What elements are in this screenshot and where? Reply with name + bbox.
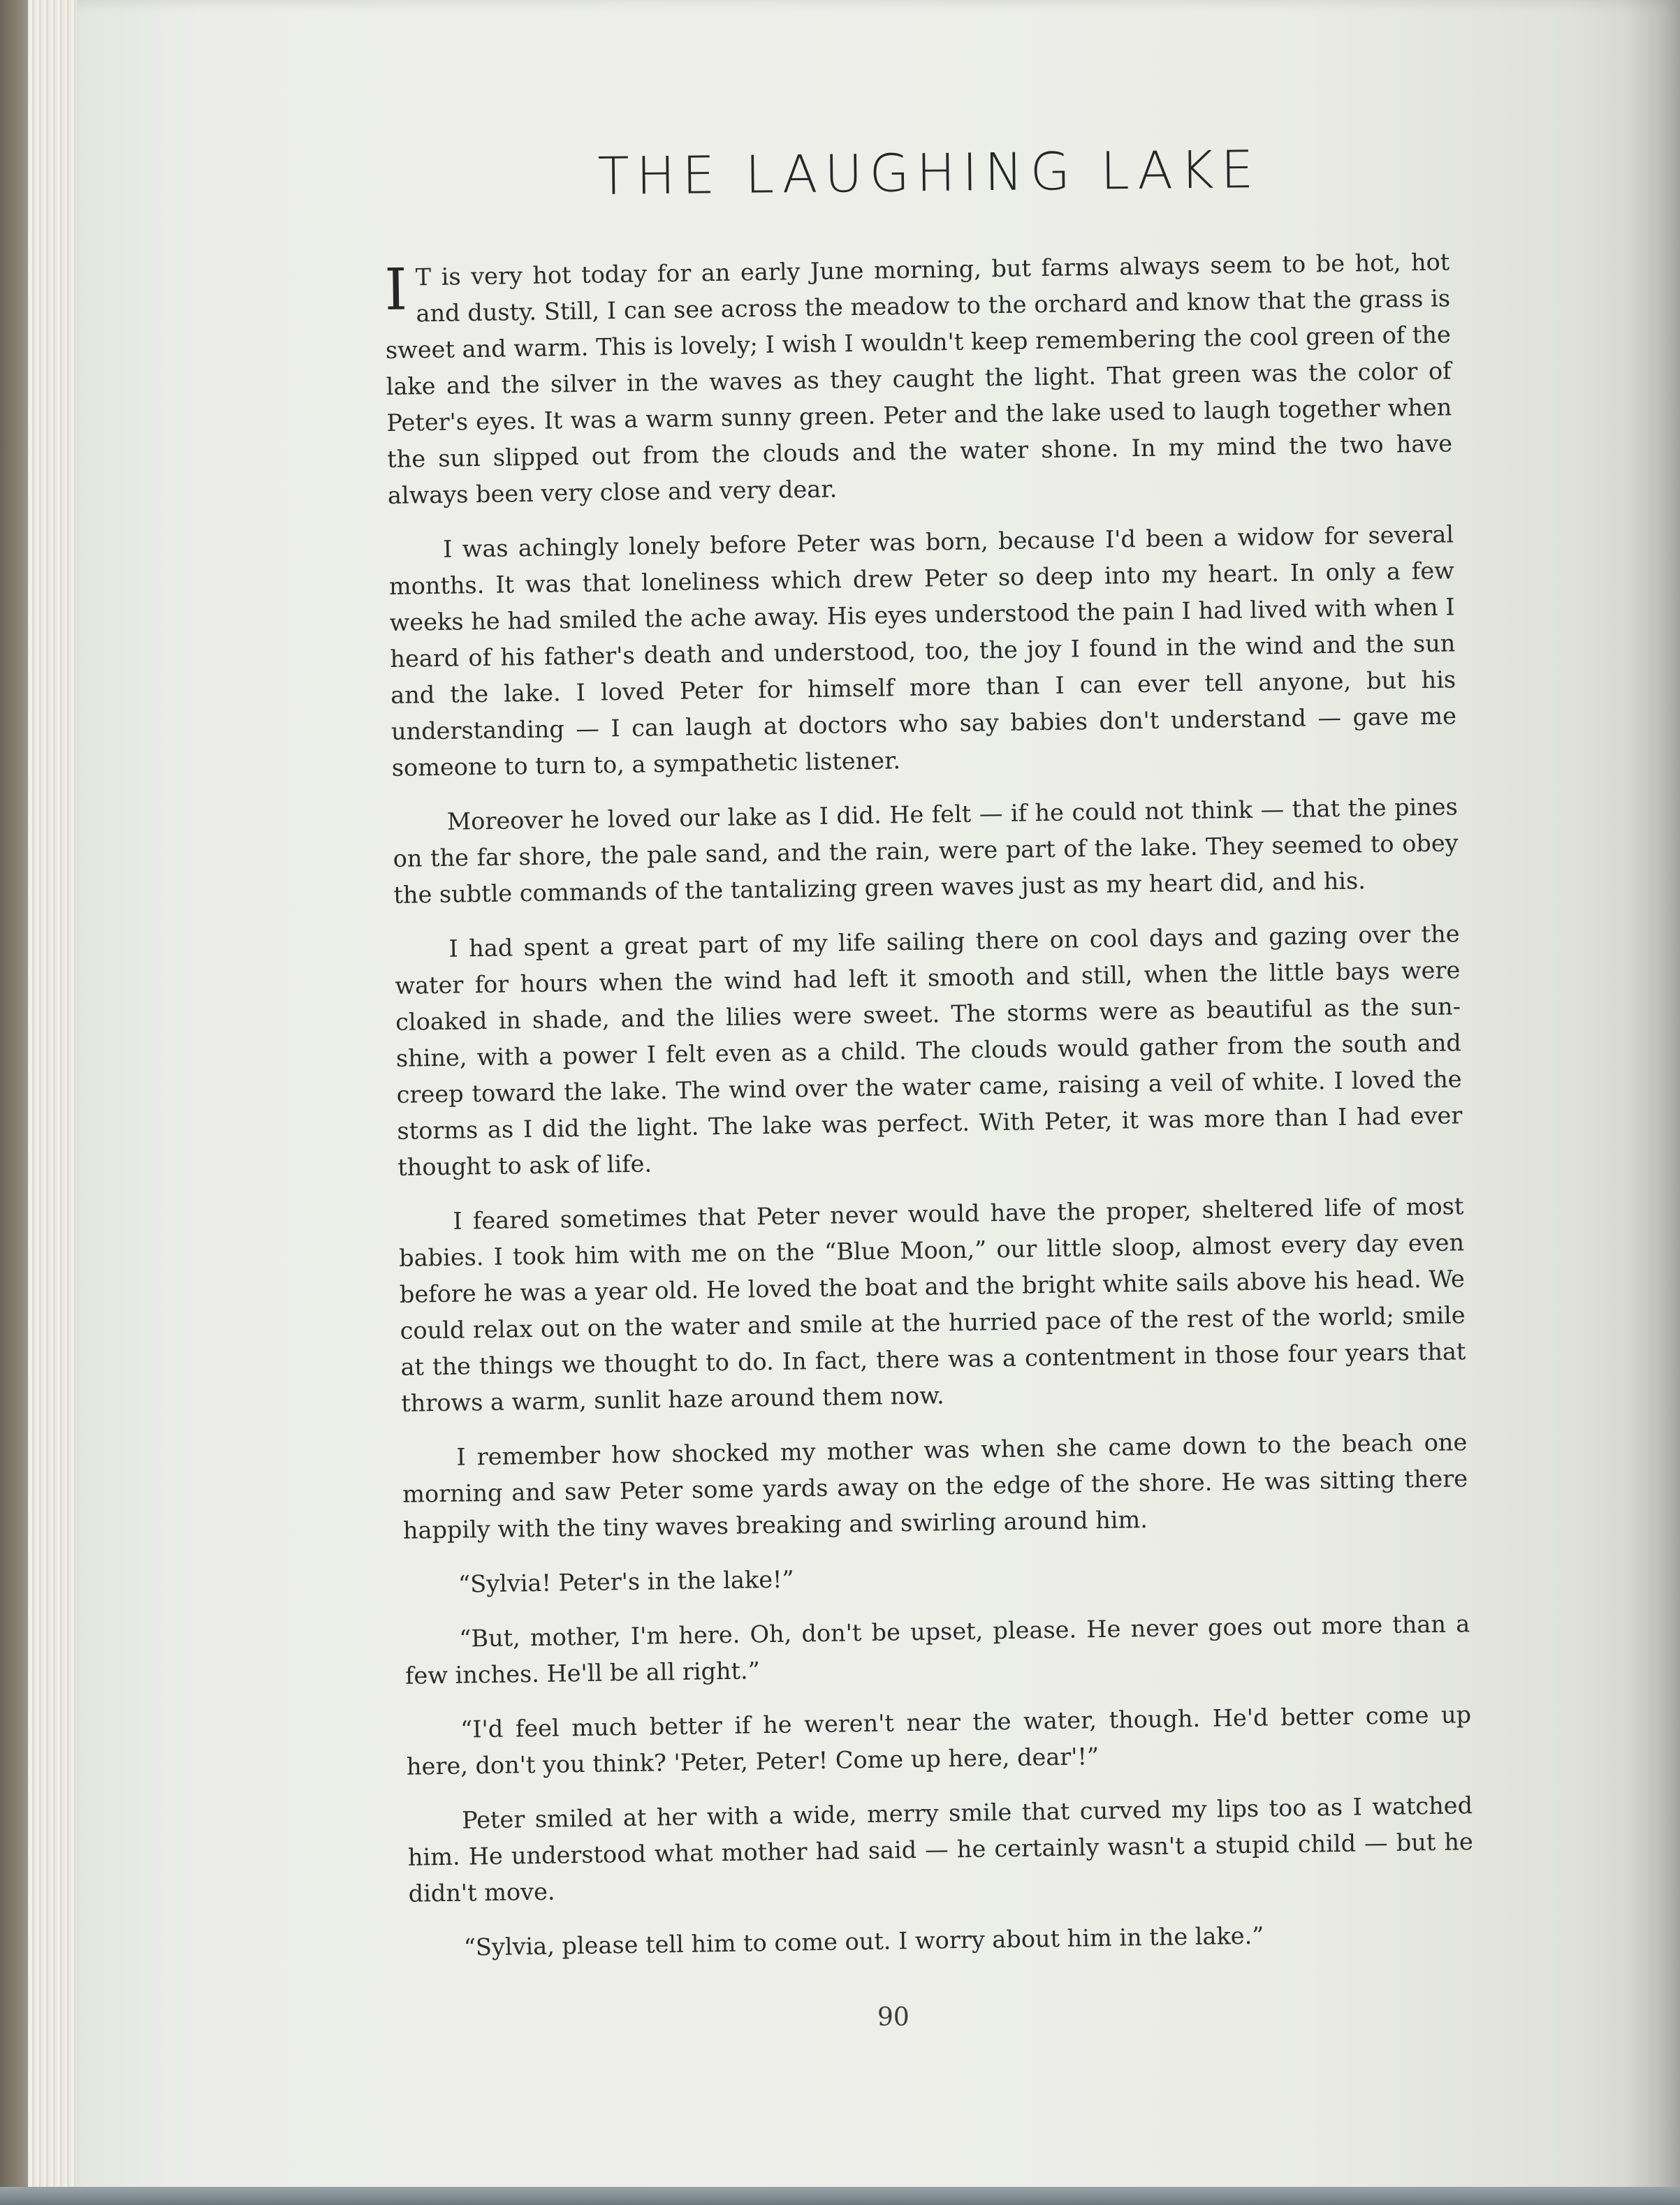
- paragraph-4: I had spent a great part of my life sailing there on cool days and gazing over the water for hours when the wind had left it smooth and still, when the little bays were cloaked in shade, and the lilies were sweet. The storms were as beautiful as the sun-shine, with a power I felt even as a child. The clouds would gather from the south and creep toward the lake. The wind over the water came, raising a veil of white. I loved the storms as I did the light. The lake was perfect. With Peter, it was more than I had ever thought to ask of life.: [395, 920, 1463, 1181]
- paragraph-1: [384, 244, 1453, 514]
- paragraph-1-text: T is very hot today for an early June morning, but farms always seem to be hot, hot and dusty. Still, I can see across the meadow to the orchard and know that the grass is sweet and warm. This is lovely; I wish I wouldn't keep remembering the cool green of the lake and the silver in the waves as they caught the light. That green was the color of Peter's eyes. It was a warm sunny green. Peter and the lake used to laugh together when the sun slipped out from the clouds and the water shone. In my mind the two have always been very close and very dear.: [385, 248, 1453, 509]
- paragraph-8: “But, mother, I'm here. Oh, don't be upset, please. He never goes out more than a few inches. He'll be all right.”: [404, 1610, 1470, 1690]
- page-number: 90: [877, 2003, 910, 2032]
- body-text: [384, 244, 1475, 1984]
- paragraph-6: I remember how shocked my mother was when she came down to the beach one morning and saw Peter some yards away on the edge of the shore. He was sitting there happily with the tiny waves breaking and swirling around him.: [402, 1428, 1468, 1544]
- paragraph-7: “Sylvia! Peter's in the lake!”: [458, 1565, 794, 1598]
- paragraph-10: Peter smiled at her with a wide, merry smile that curved my lips too as I watched him. He understood what mother had said — he certainly wasn't a stupid child — but he didn't move.: [407, 1792, 1474, 1907]
- chapter-title: THE LAUGHING LAKE: [597, 140, 1261, 207]
- paragraph-2: I was achingly lonely before Peter was born, because I'd been a widow for several months. It was that loneliness which drew Peter so deep into my heart. In only a few weeks he had smiled the ache away. His eyes understood the pain I had lived with when I heard of his father's death and understood, too, the joy I found in the wind and the sun and the lake. I loved Peter for himself more than I can ever tell anyone, but his understanding — I can laugh at doctors who say babies don't understand — gave me someone to turn to, a sympathetic listener.: [388, 520, 1457, 782]
- table-surface: [0, 2187, 1680, 2205]
- paragraph-11: “Sylvia, please tell him to come out. I worry about him in the lake.”: [463, 1921, 1264, 1961]
- page-shadow: [1624, 0, 1680, 2205]
- paragraph-9: “I'd feel much better if he weren't near the water, though. He'd better come up here, don't you think? 'Peter, Peter! Come up here, dear'!”: [406, 1701, 1472, 1780]
- paragraph-5: I feared sometimes that Peter never would have the proper, sheltered life of most babies. I took him with me on the “Blue Moon,” our little sloop, almost every day even before he was a year old. He loved the boat and the bright white sails above his head. We could relax out on the water and smile at the hurried pace of the rest of the world; smile at the things we thought to do. In fact, there was a contentment in those four years that throws a warm, sunlit haze around them now.: [398, 1192, 1466, 1417]
- paragraph-3: Moreover he loved our lake as I did. He felt — if he could not think — that the pines on the far shore, the pale sand, and the rain, were part of the lake. They seemed to obey the subtle commands of the tantalizing green waves just as my heart did, and his.: [393, 793, 1459, 909]
- drop-cap: I: [384, 256, 408, 323]
